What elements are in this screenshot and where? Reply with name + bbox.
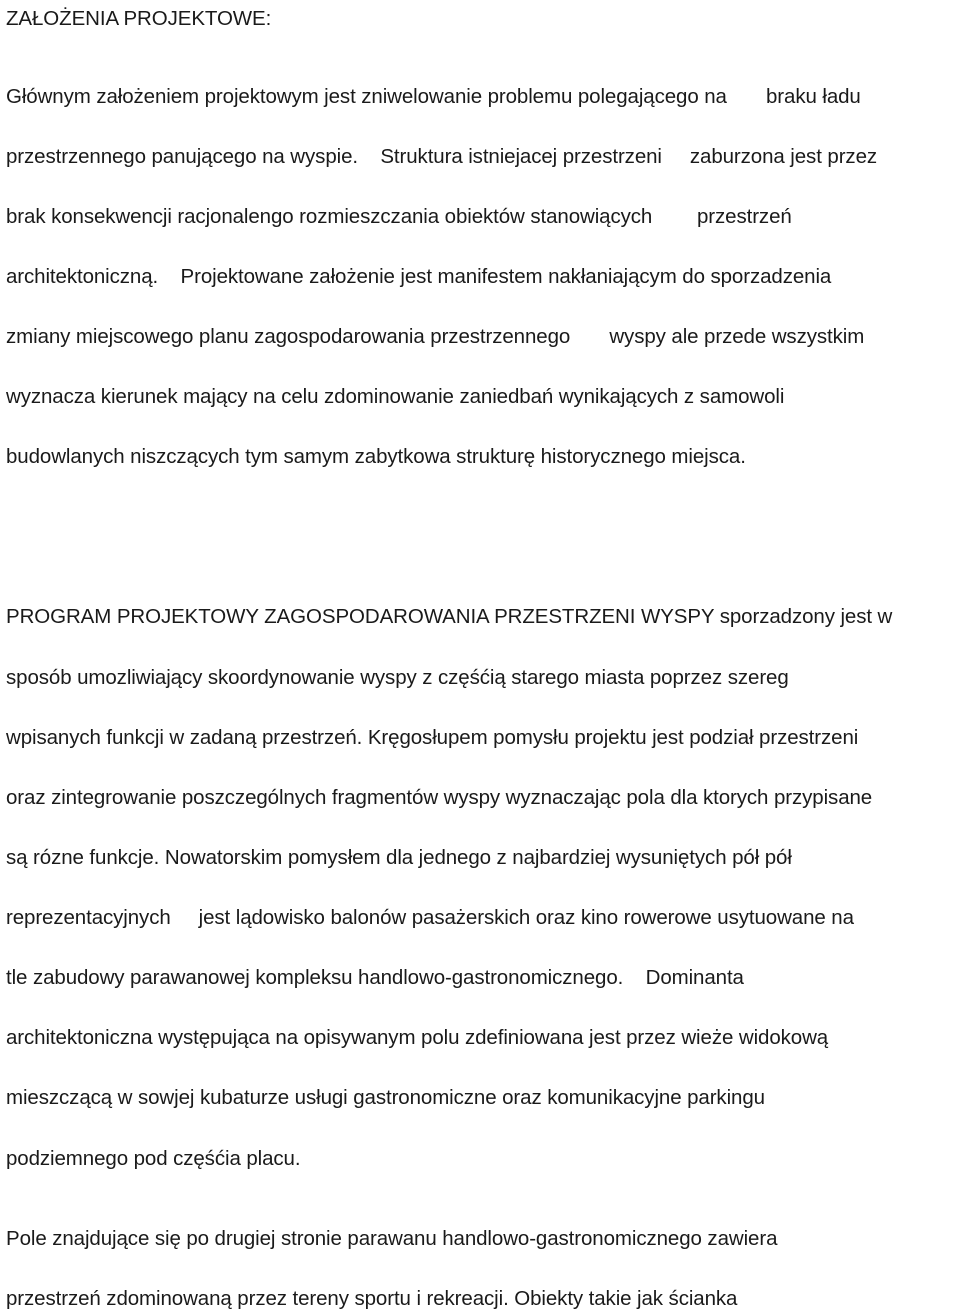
- paragraph-line: są rózne funkcje. Nowatorskim pomysłem dla jednego z najbardziej wysuniętych pół pół: [6, 846, 792, 869]
- paragraph-line: oraz zintegrowanie poszczególnych fragmentów wyspy wyznaczając pola dla ktorych przypisane: [6, 786, 873, 809]
- paragraph-line: mieszczącą w sowjej kubaturze usługi gastronomiczne oraz komunikacyjne parkingu: [6, 1086, 765, 1109]
- paragraph-line: reprezentacyjnych jest lądowisko balonów pasażerskich oraz kino rowerowe usytuowane na: [6, 906, 854, 929]
- paragraph-line: tle zabudowy parawanowej kompleksu handlowo-gastronomicznego. Dominanta: [6, 966, 744, 989]
- paragraph-line: architektoniczna występująca na opisywanym polu zdefiniowana jest przez wieże widokową: [6, 1026, 829, 1049]
- paragraph-line: budowlanych niszczących tym samym zabytkowa strukturę historycznego miejsca.: [6, 445, 746, 468]
- paragraph-line: podziemnego pod częśćia placu.: [6, 1147, 301, 1170]
- paragraph-line: zmiany miejscowego planu zagospodarowania przestrzennego wyspy ale przede wszystkim: [6, 325, 865, 348]
- paragraph-line: przestrzeń zdominowaną przez tereny sportu i rekreacji. Obiekty takie jak ścianka: [6, 1287, 738, 1310]
- paragraph-line: wpisanych funkcji w zadaną przestrzeń. Kręgosłupem pomysłu projektu jest podział przestrzeni: [6, 726, 859, 749]
- section-heading: ZAŁOŻENIA PROJEKTOWE:: [6, 7, 272, 30]
- paragraph-line: wyznacza kierunek mający na celu zdominowanie zaniedbań wynikających z samowoli: [6, 385, 785, 408]
- paragraph-line: sposób umozliwiający skoordynowanie wyspy z częśćią starego miasta poprzez szereg: [6, 666, 789, 689]
- paragraph-line: architektoniczną. Projektowane założenie jest manifestem nakłaniającym do sporzadzenia: [6, 265, 832, 288]
- paragraph-line: PROGRAM PROJEKTOWY ZAGOSPODAROWANIA PRZESTRZENI WYSPY sporzadzony jest w: [6, 605, 893, 628]
- paragraph-line: brak konsekwencji racjonalengo rozmieszczania obiektów stanowiących przestrzeń: [6, 205, 792, 228]
- paragraph-line: przestrzennego panującego na wyspie. Struktura istniejacej przestrzeni zaburzona jest przez: [6, 145, 878, 168]
- paragraph-line: Pole znajdujące się po drugiej stronie parawanu handlowo-gastronomicznego zawiera: [6, 1227, 778, 1250]
- paragraph-line: Głównym założeniem projektowym jest zniwelowanie problemu polegającego na braku ładu: [6, 85, 861, 108]
